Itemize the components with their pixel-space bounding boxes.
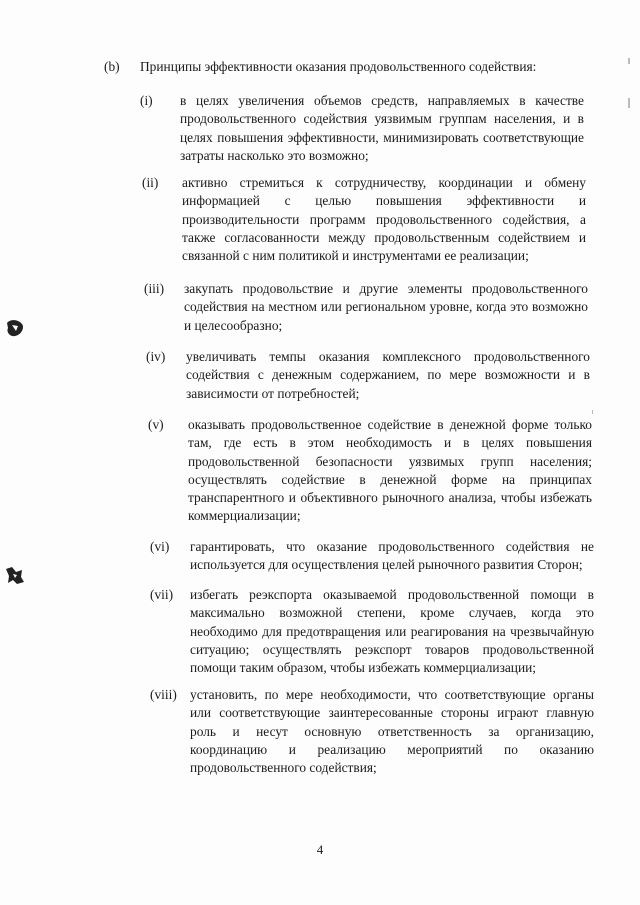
list-item — [150, 686, 594, 777]
list-item-text: установить, по мере необходимости, что соответствующие органы или соответствующие заинтересованные стороны играют главную роль и несут основную ответственность за организацию, координацию и реализацию мероприятий по оказанию продовольственного содействия; — [190, 687, 594, 776]
punch-hole-mark-bottom — [4, 565, 26, 587]
scan-speck — [628, 58, 630, 64]
list-item-number: (viii) — [150, 687, 177, 702]
list-item-text: гарантировать, что оказание продовольственного содействия не используется для осуществления целей рыночного развития Сторон; — [190, 539, 594, 573]
list-item-number: (vii) — [150, 587, 174, 602]
list-item — [146, 348, 590, 403]
list-item — [140, 92, 584, 165]
list-item-number: (v) — [148, 417, 164, 432]
section-title: Принципы эффективности оказания продовольственного содействия: — [140, 59, 537, 74]
punch-hole-mark-top — [4, 317, 26, 339]
section-heading — [104, 58, 536, 76]
list-item-number: (iv) — [146, 349, 166, 364]
list-item-text: закупать продовольствие и другие элементы продовольственного содействия на местном или региональном уровне, когда это возможно и целесообразно; — [184, 281, 588, 333]
list-item-text: избегать реэкспорта оказываемой продовольственной помощи в максимально возможной степени, кроме случаев, когда это необходимо для предотвращения или реагирования на чрезвычайную ситуацию; осуществлять реэкспорт товаров продовольственной помощи таким образом, чтобы избежать коммерциализации; — [190, 587, 594, 676]
scan-speck — [628, 98, 630, 108]
list-item-number: (i) — [140, 93, 153, 108]
page-number: 4 — [316, 842, 324, 857]
list-item-text: в целях увеличения объемов средств, направляемых в качестве продовольственного содействия уязвимым группам населения, и в целях повышения эффективности, минимизировать соответствующие затраты насколько это возможно; — [180, 93, 584, 163]
list-item — [148, 416, 592, 526]
scan-speck — [592, 410, 593, 414]
list-item — [150, 538, 594, 575]
list-item-text: увеличивать темпы оказания комплексного продовольственного содействия с денежным содержанием, по мере возможности и в зависимости от потребностей; — [186, 349, 590, 401]
list-item-text: активно стремиться к сотрудничеству, координации и обмену информацией с целью повышения эффективности и производительности программ продовольственного содействия, а также согласованности между продовольственным содействием и связанной с ним политикой и инструментами ее реализации; — [182, 175, 586, 264]
list-item-number: (ii) — [142, 175, 159, 190]
list-item-number: (vi) — [150, 539, 170, 554]
list-item — [150, 586, 594, 677]
list-item — [142, 174, 586, 265]
list-item-text: оказывать продовольственное содействие в денежной форме только там, где есть в этом необходимость и в целях повышения продовольственной безопасности уязвимых групп населения; осуществлять содействие в денежной форме на принципах транспарентного и объективного рыночного анализа, чтобы избежать коммерциализации; — [188, 417, 592, 524]
list-item — [144, 280, 588, 335]
list-item-number: (iii) — [144, 281, 165, 296]
section-marker: (b) — [104, 59, 120, 74]
